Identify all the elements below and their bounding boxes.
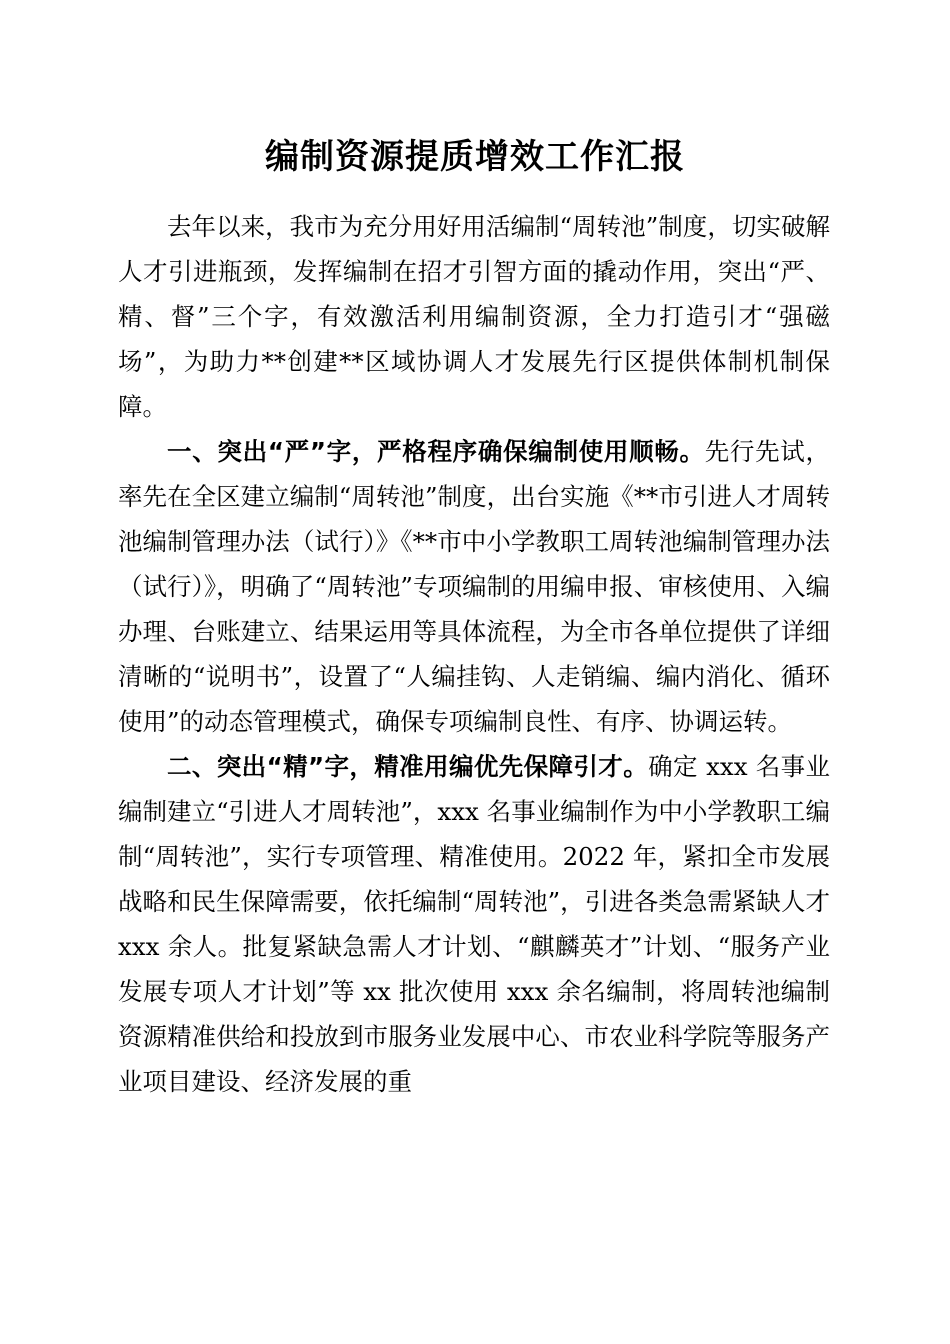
paragraph-section-1 — [118, 429, 830, 744]
section-heading: 二、突出“精”字，精准用编优先保障引才。 — [167, 752, 649, 781]
paragraph-intro — [118, 204, 830, 429]
document-title: 编制资源提质增效工作汇报 — [265, 137, 685, 177]
paragraph-section-2 — [118, 744, 830, 1104]
paragraph-text: 去年以来，我市为充分用好用活编制“周转池”制度，切实破解人才引进瓶颈，发挥编制在招才引智方面的撬动作用，突出“严、精、督”三个字，有效激活利用编制资源，全力打造引才“强磁场”，为助力**创建**区域协调人才发展先行区提供体制机制保障。 — [118, 212, 830, 421]
document-body — [118, 204, 830, 1104]
paragraph-text: 先行先试，率先在全区建立编制“周转池”制度，出台实施《**市引进人才周转池编制管理办法（试行）》《**市中小学教职工周转池编制管理办法（试行）》，明确了“周转池”专项编制的用编申报、审核使用、入编办理、台账建立、结果运用等具体流程，为全市各单位提供了详细清晰的“说明书”，设置了“人编挂钩、人走销编、编内消化、循环使用”的动态管理模式，确保专项编制良性、有序、协调运转。 — [118, 437, 831, 736]
paragraph-text: 确定 xxx 名事业编制建立“引进人才周转池”，xxx 名事业编制作为中小学教职工编制“周转池”，实行专项管理、精准使用。2022 年，紧扣全市发展战略和民生保障需要，依托编制“周转池”，引进各类急需紧缺人才 xxx 余人。批复紧缺急需人才计划、“麒麟英才”计划、“服务产业发展专项人才计划”等 xx 批次使用 xxx 余名编制，将周转池编制资源精准供给和投放到市服务业发展中心、市农业科学院等服务产业项目建设、经济发展的重 — [118, 752, 831, 1096]
section-heading: 一、突出“严”字，严格程序确保编制使用顺畅。 — [167, 437, 705, 466]
